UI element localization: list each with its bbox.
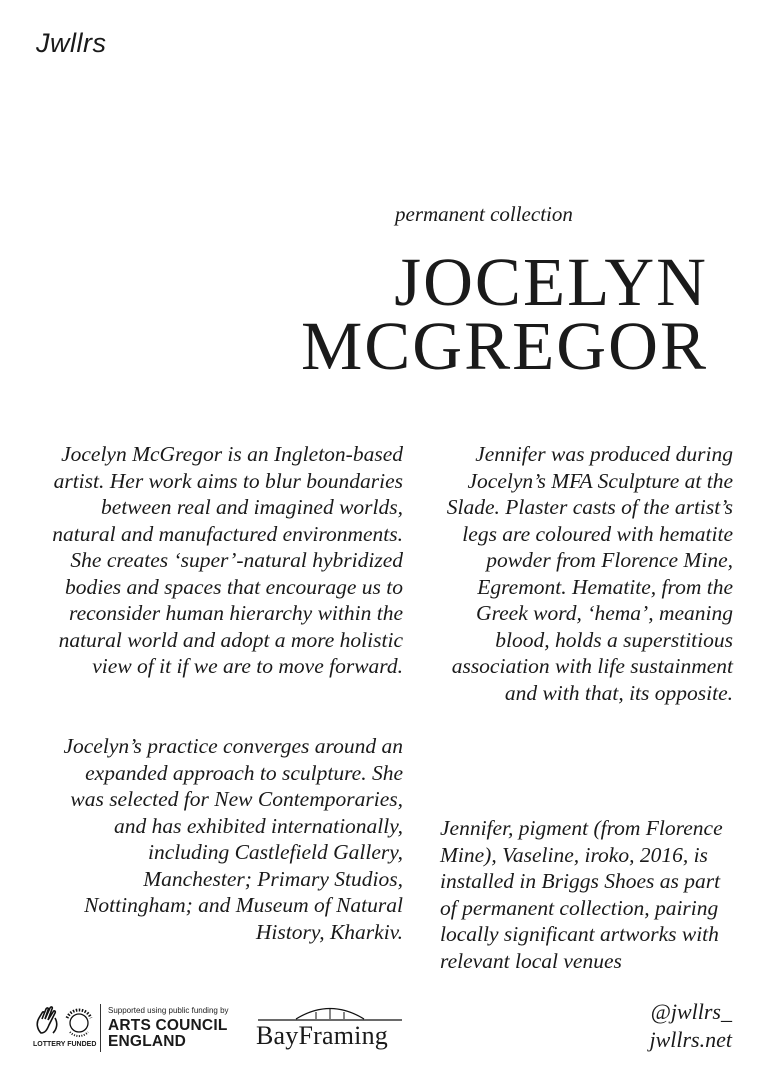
social-handle-link[interactable]: @jwllrs_ <box>650 999 732 1024</box>
lottery-hands-icon <box>33 1003 61 1042</box>
artwork-caption: Jennifer, pigment (from Florence Mine), Vaseline, iroko, 2016, is installed in Briggs Shoes as part of permanent collection, pairing locally significant artworks with relevant local venues <box>440 816 723 973</box>
title-line-2: MCGREGOR <box>300 308 708 384</box>
title-line-1: JOCELYN <box>394 244 708 320</box>
funder-note: Supported using public funding by <box>108 1006 229 1015</box>
lottery-funded-label: LOTTERY FUNDED <box>33 1041 97 1048</box>
funder-line-2: ENGLAND <box>108 1033 187 1050</box>
collection-subtitle: permanent collection <box>395 202 573 226</box>
artist-practice: Jocelyn’s practice converges around an expanded approach to sculpture. She was selected for New Contemporaries, and has exhibited internationally, including Castlefield Gallery, Manchester; Primary Studios, Nottingham; and Museum of Natural History, Kharkiv. <box>63 734 403 944</box>
website-link[interactable]: jwllrs.net <box>649 1027 732 1052</box>
brand-logo: Jwllrs <box>36 28 107 58</box>
footer-divider <box>100 1004 101 1052</box>
contact-block <box>649 998 732 1054</box>
arts-council-logo <box>108 1006 229 1050</box>
artist-bio: Jocelyn McGregor is an Ingleton-based artist. Her work aims to blur boundaries between real and imagined worlds, natural and manufactured environments. She creates ‘super’-natural hybridized bodies and spaces that encourage us to reconsider human hierarchy within the natural world and adopt a more holistic view of it if we are to move forward. <box>52 442 403 678</box>
sponsor-logo: BayFraming <box>256 1021 388 1050</box>
funder-line-1: ARTS COUNCIL <box>108 1017 228 1034</box>
artwork-description: Jennifer was produced during Jocelyn’s MFA Sculpture at the Slade. Plaster casts of the artist’s legs are coloured with hematite powder from Florence Mine, Egremont. Hematite, from the Greek word, ‘hema’, meaning blood, holds a superstitious association with life sustainment and with that, its opposite. <box>446 442 733 705</box>
arts-council-seal-icon <box>62 1006 96 1045</box>
artist-title <box>300 244 708 384</box>
